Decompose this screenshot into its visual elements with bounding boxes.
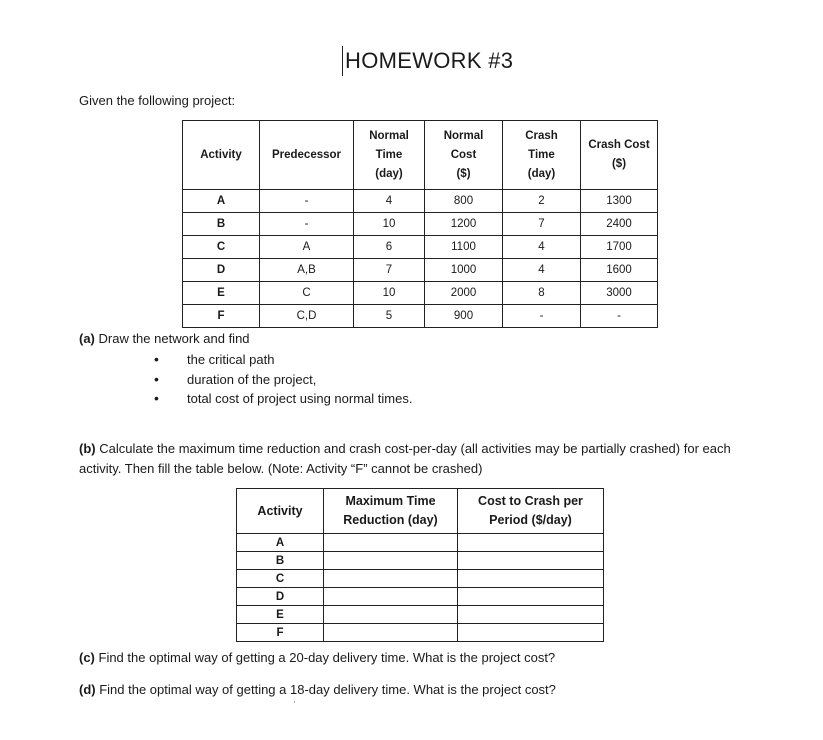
cell-normal-time: 7: [354, 259, 425, 282]
cell-crash-time: 2: [503, 190, 581, 213]
table-row: [183, 282, 658, 305]
part-c-label: (c): [79, 650, 95, 665]
header-crash-time-line-2: Time: [528, 148, 555, 161]
cell-cost-per-period[interactable]: [458, 552, 604, 570]
header-normal-time: [354, 121, 425, 190]
header-cost-per-period-line-1: Cost to Crash per: [478, 494, 583, 508]
cell-activity: D: [237, 588, 324, 606]
project-table-header: [183, 121, 658, 190]
header-normal-cost-line-2: Cost: [450, 148, 477, 161]
cell-cost-per-period[interactable]: [458, 534, 604, 552]
header-max-reduction-line-2: Reduction (day): [343, 513, 438, 527]
bullet-critical-path: • the critical path: [150, 350, 412, 370]
header-activity: Activity: [237, 489, 324, 534]
cell-cost-per-period[interactable]: [458, 570, 604, 588]
cell-activity: B: [183, 213, 260, 236]
cell-normal-cost: 800: [425, 190, 503, 213]
part-b-label: (b): [79, 441, 96, 456]
part-c-text: Find the optimal way of getting a 20-day delivery time. What is the project cost?: [94, 650, 556, 665]
header-normal-cost: [425, 121, 503, 190]
cell-max-reduction[interactable]: [324, 606, 458, 624]
cell-activity: A: [183, 190, 260, 213]
cell-activity: A: [237, 534, 324, 552]
page-title: HOMEWORK #3: [342, 46, 513, 76]
crash-table-header: [237, 489, 604, 534]
header-cost-per-period: [458, 489, 604, 534]
table-row: [183, 259, 658, 282]
cell-normal-time: 10: [354, 282, 425, 305]
cell-normal-cost: 900: [425, 305, 503, 328]
cell-activity: F: [183, 305, 260, 328]
cursor-mark-icon: ‧: [293, 697, 296, 707]
cell-crash-cost: 1700: [581, 236, 658, 259]
header-cost-per-period-line-2: Period ($/day): [489, 513, 572, 527]
header-crash-cost-line-1: Crash Cost: [588, 139, 650, 151]
cell-crash-time: -: [503, 305, 581, 328]
cell-crash-time: 4: [503, 259, 581, 282]
header-crash-cost-line-2: ($): [611, 158, 627, 170]
header-normal-time-line-1: Normal: [369, 129, 409, 142]
cell-predecessor: -: [260, 190, 354, 213]
crash-table: [236, 488, 604, 642]
cell-activity: F: [237, 624, 324, 642]
header-crash-time: [503, 121, 581, 190]
table-row: [237, 588, 604, 606]
cell-crash-time: 7: [503, 213, 581, 236]
part-d-text: Find the optimal way of getting a 18-day delivery time. What is the project cost?: [95, 682, 556, 697]
part-a-bullet-list: [150, 350, 412, 409]
cell-crash-cost: 1300: [581, 190, 658, 213]
cell-crash-cost: 2400: [581, 213, 658, 236]
cell-cost-per-period[interactable]: [458, 588, 604, 606]
cell-crash-cost: 3000: [581, 282, 658, 305]
project-table: [182, 120, 658, 328]
cell-predecessor: -: [260, 213, 354, 236]
cell-activity: C: [237, 570, 324, 588]
table-row: [183, 305, 658, 328]
cell-normal-time: 10: [354, 213, 425, 236]
cell-max-reduction[interactable]: [324, 552, 458, 570]
header-max-reduction-line-1: Maximum Time: [345, 494, 436, 508]
header-crash-time-line-3: (day): [527, 167, 556, 180]
cell-crash-cost: -: [581, 305, 658, 328]
table-row: [183, 190, 658, 213]
table-row: [237, 606, 604, 624]
table-row: [237, 534, 604, 552]
header-activity: Activity: [183, 121, 260, 190]
part-a-text: Draw the network and find: [94, 331, 250, 346]
table-row: [183, 236, 658, 259]
table-row: [237, 624, 604, 642]
cell-activity: E: [183, 282, 260, 305]
part-d-label: (d): [79, 682, 96, 697]
cell-normal-cost: 1000: [425, 259, 503, 282]
cell-max-reduction[interactable]: [324, 588, 458, 606]
cell-max-reduction[interactable]: [324, 570, 458, 588]
cell-cost-per-period[interactable]: [458, 606, 604, 624]
cell-normal-cost: 2000: [425, 282, 503, 305]
cell-predecessor: A: [260, 236, 354, 259]
part-a-question: [79, 331, 250, 346]
cell-activity: C: [183, 236, 260, 259]
cell-predecessor: C,D: [260, 305, 354, 328]
header-max-reduction: [324, 489, 458, 534]
bullet-duration: • duration of the project,: [150, 370, 412, 390]
cell-normal-time: 5: [354, 305, 425, 328]
header-normal-cost-line-1: Normal: [443, 129, 484, 142]
header-normal-cost-line-3: ($): [456, 167, 471, 180]
cell-normal-cost: 1100: [425, 236, 503, 259]
cell-activity: D: [183, 259, 260, 282]
part-b-question: [79, 439, 759, 478]
cell-crash-time: 4: [503, 236, 581, 259]
cell-predecessor: A,B: [260, 259, 354, 282]
part-c-question: [79, 650, 555, 665]
header-crash-time-line-1: Crash: [525, 129, 558, 142]
part-b-text: Calculate the maximum time reduction and crash cost-per-day (all activities may be partially crashed) for each activity. Then fill the table below. (Note: Activity “F” cannot be crashed): [79, 441, 731, 476]
cell-normal-time: 6: [354, 236, 425, 259]
header-normal-time-line-2: Time: [375, 148, 403, 161]
header-normal-time-line-3: (day): [375, 167, 403, 180]
part-a-label: (a): [79, 331, 95, 346]
cell-max-reduction[interactable]: [324, 534, 458, 552]
bullet-total-cost: • total cost of project using normal times.: [150, 389, 412, 409]
cell-cost-per-period[interactable]: [458, 624, 604, 642]
cell-crash-cost: 1600: [581, 259, 658, 282]
part-d-question: [79, 682, 556, 697]
cell-crash-time: 8: [503, 282, 581, 305]
intro-text: Given the following project:: [79, 93, 236, 108]
cell-activity: E: [237, 606, 324, 624]
cell-normal-cost: 1200: [425, 213, 503, 236]
cell-predecessor: C: [260, 282, 354, 305]
table-row: [183, 213, 658, 236]
cell-activity: B: [237, 552, 324, 570]
cell-max-reduction[interactable]: [324, 624, 458, 642]
cell-normal-time: 4: [354, 190, 425, 213]
table-row: [237, 552, 604, 570]
header-predecessor: Predecessor: [260, 121, 354, 190]
table-row: [237, 570, 604, 588]
header-crash-cost: [581, 121, 658, 190]
